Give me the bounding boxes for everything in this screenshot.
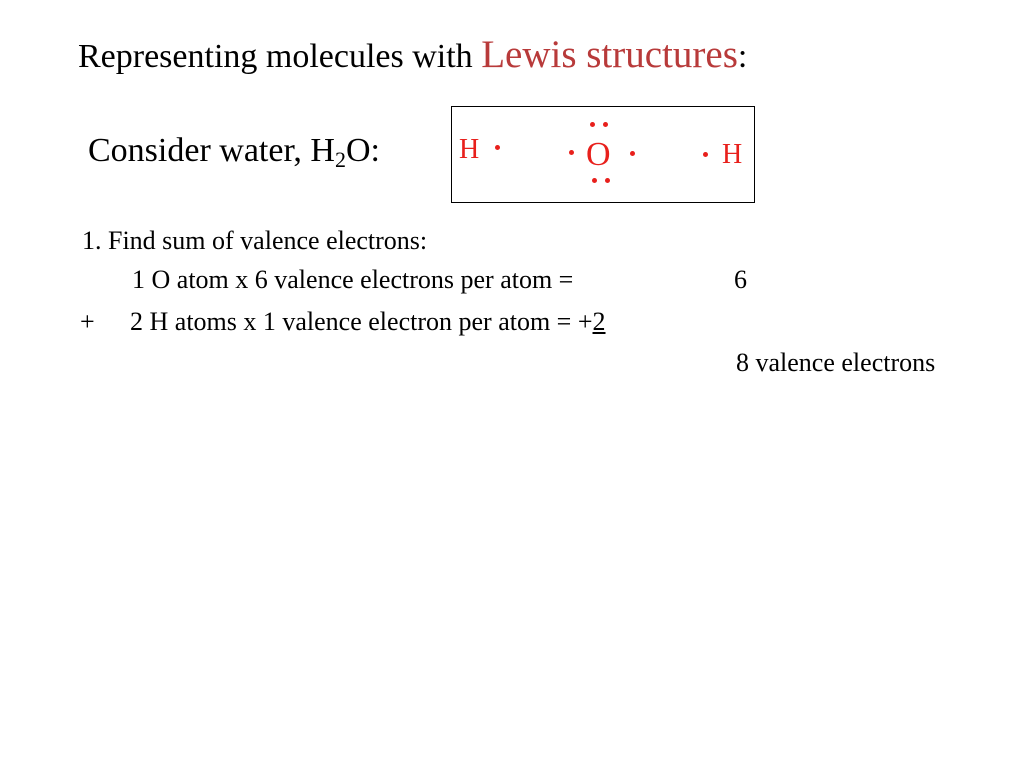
electron-dot [703, 152, 708, 157]
title-accent: Lewis structures [481, 33, 738, 76]
slide-title [78, 32, 747, 79]
electron-dot [590, 122, 595, 127]
oxygen-symbol: O [586, 136, 611, 173]
hydrogen-line-text: 2 H atoms x 1 valence electron per atom = + [130, 307, 593, 336]
step1-heading: 1. Find sum of valence electrons: [82, 226, 428, 255]
hydrogen-left-symbol: H [459, 134, 480, 165]
oxygen-value: 6 [734, 265, 747, 294]
electron-dot [495, 145, 500, 150]
plus-sign: + [80, 307, 95, 336]
hydrogen-right-symbol: H [722, 139, 743, 170]
hydrogen-line [130, 309, 606, 335]
electron-dot [603, 122, 608, 127]
electron-dot [605, 178, 610, 183]
title-prefix: Representing molecules with [78, 38, 482, 75]
electron-dot [569, 150, 574, 155]
example-subscript: 2 [334, 147, 346, 172]
total-valence-electrons: 8 valence electrons [736, 348, 936, 377]
oxygen-line: 1 O atom x 6 valence electrons per atom = [132, 265, 574, 294]
lewis-structure-box [451, 106, 755, 203]
electron-dot [630, 151, 635, 156]
electron-dot [592, 178, 597, 183]
hydrogen-value: 2 [592, 307, 606, 336]
example-suffix: O: [345, 132, 380, 169]
example-label [88, 131, 380, 172]
example-prefix: Consider water, H [88, 132, 335, 169]
title-suffix: : [737, 38, 748, 75]
